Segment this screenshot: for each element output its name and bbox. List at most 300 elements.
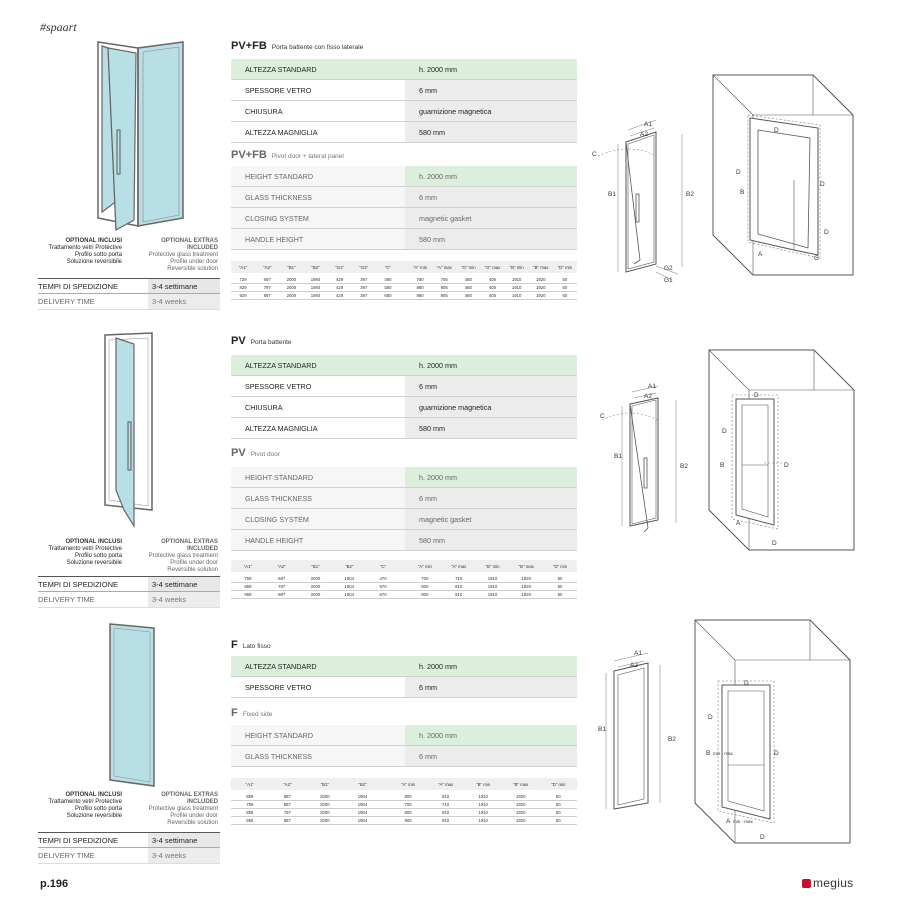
dimension-cell: 729 bbox=[239, 277, 247, 282]
spec-row bbox=[231, 746, 577, 767]
label-d: D bbox=[784, 462, 789, 469]
spec-value: 580 mm bbox=[405, 229, 577, 249]
spec-key: HEIGHT STANDARD bbox=[231, 725, 405, 745]
optional-en-item: Reversible solution bbox=[167, 266, 218, 272]
dimension-cell: 1904 bbox=[344, 576, 355, 581]
spec-table-f-en bbox=[231, 725, 577, 767]
label-d: D bbox=[760, 834, 765, 841]
dimension-header: "B" min bbox=[476, 781, 491, 787]
dimension-cell: 1904 bbox=[357, 802, 368, 807]
spec-key: CHIUSURA bbox=[245, 402, 283, 412]
dimension-cell: 800 bbox=[421, 584, 429, 589]
dimension-header: "B" min bbox=[509, 264, 524, 270]
spec-row bbox=[231, 509, 577, 530]
product-name: Porta battente con fisso laterale bbox=[271, 44, 364, 51]
dimension-header: "G" min bbox=[461, 264, 476, 270]
spec-key: SPESSORE VETRO bbox=[245, 682, 312, 692]
label-b2: B2 bbox=[668, 736, 676, 743]
dimension-cell: 1904 bbox=[344, 584, 355, 589]
spec-value: h. 2000 mm bbox=[419, 64, 457, 74]
dimension-row bbox=[231, 575, 577, 583]
delivery-it-value: 3-4 settimane bbox=[148, 833, 220, 847]
delivery-it-label: TEMPI DI SPEDIZIONE bbox=[38, 835, 119, 845]
optional-it-item: Profilo sotto porta bbox=[74, 806, 122, 812]
dimension-header-row bbox=[231, 778, 577, 790]
dimension-header: "D" min bbox=[552, 563, 568, 569]
spec-table-pvfb-en bbox=[231, 166, 577, 250]
dimension-header: "B" max bbox=[513, 781, 529, 787]
spec-row bbox=[231, 166, 577, 187]
spec-row bbox=[231, 59, 577, 80]
label-d: D bbox=[744, 680, 749, 687]
label-a1: A1 bbox=[644, 121, 652, 128]
dimension-cell: 797 bbox=[263, 285, 271, 290]
label-g2: G2 bbox=[664, 265, 673, 272]
product-name: Pivot door bbox=[250, 451, 280, 458]
dimension-cell: 1910 bbox=[511, 293, 522, 298]
dimension-header: "C" bbox=[380, 563, 387, 569]
dimension-header: "B" max bbox=[518, 563, 534, 569]
spec-value: guarnizione magnetica bbox=[405, 101, 577, 121]
optional-en-head: OPTIONAL EXTRAS INCLUDED bbox=[161, 238, 218, 251]
dimension-cell: 705 bbox=[440, 277, 448, 282]
optional-en-item: Profile under door bbox=[170, 560, 218, 566]
spec-row bbox=[231, 187, 577, 208]
dimension-cell: 810 bbox=[455, 584, 463, 589]
spec-row bbox=[231, 376, 577, 397]
niche-drawing-pvfb bbox=[708, 70, 858, 280]
dimension-cell: 1910 bbox=[478, 818, 488, 823]
dimension-row bbox=[231, 591, 577, 599]
dimension-cell: 887 bbox=[283, 818, 291, 823]
spec-row bbox=[231, 656, 577, 677]
spec-value: guarnizione magnetica bbox=[405, 397, 577, 417]
dimension-cell: 1920 bbox=[515, 810, 526, 815]
dimension-cell: 859 bbox=[244, 584, 252, 589]
spec-key: GLASS THICKNESS bbox=[231, 746, 405, 766]
tech-drawing-f bbox=[594, 645, 694, 820]
label-a: A bbox=[736, 520, 741, 527]
dimension-cell: 1904 bbox=[357, 818, 368, 823]
product-code: F bbox=[231, 707, 238, 719]
spec-key: ALTEZZA STANDARD bbox=[245, 661, 317, 671]
delivery-en-label: DELIVERY TIME bbox=[38, 297, 95, 306]
dimension-cell: 429 bbox=[336, 277, 344, 282]
optional-en-item: Profile under door bbox=[170, 259, 218, 265]
delivery-en-value: 3-4 weeks bbox=[148, 294, 220, 309]
spec-key: GLASS THICKNESS bbox=[231, 488, 405, 508]
dimension-header-row bbox=[231, 261, 577, 273]
niche-drawing-f bbox=[690, 615, 854, 847]
dimension-cell: 2000 bbox=[320, 818, 330, 823]
product-code: F bbox=[231, 639, 238, 651]
label-d: D bbox=[772, 540, 777, 547]
dimension-cell: 670 bbox=[379, 592, 387, 597]
dimension-header: "G1" bbox=[335, 264, 345, 270]
label-a2: A2 bbox=[640, 131, 648, 138]
label-a2: A2 bbox=[630, 662, 638, 669]
label-d: D bbox=[774, 127, 779, 134]
spec-row bbox=[231, 229, 577, 250]
dimension-header: "B1" bbox=[311, 563, 320, 569]
dimension-cell: 2000 bbox=[286, 293, 297, 298]
optional-box-1 bbox=[38, 238, 218, 274]
label-b1: B1 bbox=[598, 726, 606, 733]
product-image-f bbox=[106, 620, 162, 790]
spec-value: 580 mm bbox=[405, 122, 577, 142]
spec-key: HANDLE HEIGHT bbox=[231, 530, 405, 550]
dimension-cell: 780 bbox=[416, 277, 424, 282]
label-d: D bbox=[754, 392, 759, 399]
label-d: D bbox=[824, 229, 829, 236]
dimension-cell: 905 bbox=[440, 293, 448, 298]
spec-value: h. 2000 mm bbox=[419, 171, 457, 181]
dimension-cell: 855 bbox=[246, 810, 254, 815]
spec-value: h. 2000 mm bbox=[419, 661, 457, 671]
optional-it-item: Profilo sotto porta bbox=[74, 252, 122, 258]
dimension-cell: 880 bbox=[416, 285, 424, 290]
dimension-header: "A1" bbox=[238, 264, 248, 270]
spec-table-pv-en bbox=[231, 467, 577, 551]
optional-en-head: OPTIONAL EXTRAS INCLUDED bbox=[161, 792, 218, 805]
dimension-cell: 405 bbox=[488, 277, 497, 282]
dimension-cell: 687 bbox=[283, 802, 291, 807]
dimension-header: "A2" bbox=[283, 781, 292, 787]
dimension-cell: 1984 bbox=[310, 277, 321, 282]
optional-en-item: Profile under door bbox=[170, 813, 218, 819]
dimension-cell: 1904 bbox=[357, 794, 368, 799]
label-d: D bbox=[722, 428, 727, 435]
dimension-header: "B2" bbox=[358, 781, 367, 787]
label-a: A bbox=[758, 251, 763, 258]
delivery-en-label: DELIVERY TIME bbox=[38, 851, 95, 860]
spec-key: ALTEZZA STANDARD bbox=[245, 64, 317, 74]
dimension-cell: 2000 bbox=[310, 584, 321, 589]
product-name: Pivot door + lateral panel bbox=[271, 153, 344, 160]
dimension-cell: 429 bbox=[336, 293, 344, 298]
label-c: C bbox=[600, 413, 605, 420]
spec-value: 6 mm bbox=[405, 80, 577, 100]
dimension-cell: 570 bbox=[379, 584, 387, 589]
dimension-header-row bbox=[231, 560, 577, 572]
dimension-cell: 1920 bbox=[535, 277, 546, 282]
dimension-cell: 797 bbox=[283, 810, 291, 815]
dimension-header: "A2" bbox=[263, 264, 272, 270]
spec-key: HEIGHT STANDARD bbox=[231, 166, 405, 186]
dimension-row bbox=[231, 793, 577, 801]
spec-value: 580 mm bbox=[405, 530, 577, 550]
dimension-header: "B1" bbox=[287, 264, 296, 270]
dimension-cell: 405 bbox=[488, 293, 497, 298]
dimension-cell: 700 bbox=[421, 576, 429, 581]
dimension-cell: 1920 bbox=[515, 802, 526, 807]
dimension-cell: 1920 bbox=[521, 592, 532, 597]
dimension-header: "A" min bbox=[417, 563, 432, 569]
dimension-cell: 480 bbox=[464, 293, 472, 298]
dimension-cell: 405 bbox=[488, 285, 497, 290]
spec-key: HANDLE HEIGHT bbox=[231, 229, 405, 249]
dimension-cell: 60 bbox=[555, 810, 561, 815]
spec-key: CLOSING SYSTEM bbox=[231, 208, 405, 228]
spec-row bbox=[231, 418, 577, 439]
spec-row bbox=[231, 101, 577, 122]
spec-value: magnetic gasket bbox=[405, 208, 577, 228]
dimension-cell: 480 bbox=[464, 277, 472, 282]
spec-key: SPESSORE VETRO bbox=[245, 85, 312, 95]
optional-en-head: OPTIONAL EXTRAS INCLUDED bbox=[161, 539, 218, 552]
dimension-cell: 2000 bbox=[320, 810, 330, 815]
spec-row bbox=[231, 122, 577, 143]
dimension-header: "D" min bbox=[557, 264, 573, 270]
dimension-cell: 1910 bbox=[487, 576, 498, 581]
dimension-cell: 60 bbox=[562, 285, 568, 290]
dimension-row bbox=[231, 276, 577, 284]
dimension-cell: 580 bbox=[384, 285, 392, 290]
section-title-pv-en bbox=[231, 447, 280, 459]
dimension-cell: 787 bbox=[278, 584, 286, 589]
dimension-cell: 905 bbox=[440, 285, 448, 290]
dimension-cell: 1910 bbox=[478, 794, 488, 799]
dimension-table bbox=[231, 261, 577, 300]
label-a1: A1 bbox=[648, 383, 656, 390]
spec-key: CHIUSURA bbox=[245, 106, 283, 116]
dimension-cell: 897 bbox=[263, 293, 271, 298]
label-b1: B1 bbox=[614, 453, 622, 460]
product-code: PV+FB bbox=[231, 149, 267, 161]
dimension-cell: 1920 bbox=[521, 576, 532, 581]
spec-value: magnetic gasket bbox=[405, 509, 577, 529]
dimension-cell: 470 bbox=[379, 576, 387, 581]
spec-key: ALTEZZA MAGNIGLIA bbox=[245, 127, 318, 137]
dimension-header: "A" max bbox=[451, 563, 467, 569]
megius-logo bbox=[802, 876, 853, 890]
spec-row bbox=[231, 677, 577, 698]
logo-icon bbox=[802, 879, 811, 888]
spec-table-pv-it bbox=[231, 355, 577, 439]
label-min-max: min - max bbox=[733, 819, 753, 824]
dimension-header: "A" min bbox=[413, 264, 428, 270]
dimension-cell: 710 bbox=[442, 802, 450, 807]
dimension-cell: 1920 bbox=[535, 285, 546, 290]
delivery-box-2 bbox=[38, 576, 220, 608]
optional-it-item: Trattamento vetri Protective bbox=[48, 546, 122, 552]
dimension-cell: 2000 bbox=[310, 576, 321, 581]
dimension-row bbox=[231, 817, 577, 825]
product-name: Lato fisso bbox=[242, 643, 271, 650]
dimension-header: "B" min bbox=[485, 563, 500, 569]
label-g: G bbox=[814, 255, 820, 262]
dimension-cell: 1984 bbox=[310, 285, 321, 290]
label-min-max: min - max bbox=[713, 751, 733, 756]
spec-value: 6 mm bbox=[405, 488, 577, 508]
spec-key: GLASS THICKNESS bbox=[231, 187, 405, 207]
page-number: p.196 bbox=[40, 878, 69, 890]
spec-table-f-it bbox=[231, 656, 577, 698]
label-a1: A1 bbox=[634, 650, 642, 657]
delivery-it-label: TEMPI DI SPEDIZIONE bbox=[38, 281, 119, 291]
dimension-cell: 910 bbox=[442, 818, 450, 823]
dimension-cell: 397 bbox=[360, 293, 368, 298]
delivery-box-3 bbox=[38, 832, 220, 864]
dimension-cell: 60 bbox=[557, 576, 563, 581]
section-title-f-en bbox=[231, 707, 272, 719]
label-b2: B2 bbox=[680, 463, 688, 470]
spec-row bbox=[231, 80, 577, 101]
delivery-it-value: 3-4 settimane bbox=[148, 577, 220, 591]
spec-row bbox=[231, 725, 577, 746]
dimension-cell: 1904 bbox=[357, 810, 368, 815]
dimension-cell: 2000 bbox=[320, 802, 330, 807]
section-title-pv-it bbox=[231, 335, 292, 347]
dimension-cell: 710 bbox=[455, 576, 463, 581]
spec-key: ALTEZZA MAGNIGLIA bbox=[245, 423, 318, 433]
dimension-cell: 60 bbox=[557, 592, 563, 597]
spec-key: HEIGHT STANDARD bbox=[231, 467, 405, 487]
dimension-header: "B1" bbox=[320, 781, 330, 787]
dimension-cell: 829 bbox=[239, 285, 247, 290]
dimension-cell: 1910 bbox=[487, 584, 498, 589]
dimension-cell: 429 bbox=[336, 285, 344, 290]
spec-row bbox=[231, 488, 577, 509]
dimension-cell: 810 bbox=[442, 794, 450, 799]
dimension-cell: 687 bbox=[278, 576, 286, 581]
label-b: B bbox=[740, 189, 745, 196]
section-title-f-it bbox=[231, 639, 271, 651]
dimension-cell: 60 bbox=[562, 277, 568, 282]
product-name: Porta battente bbox=[250, 339, 292, 346]
brand-mark: #spaart bbox=[40, 20, 77, 34]
product-code: PV bbox=[231, 335, 246, 347]
optional-en-item: Reversible solution bbox=[167, 820, 218, 826]
spec-key: CLOSING SYSTEM bbox=[231, 509, 405, 529]
tech-drawing-pv bbox=[594, 378, 694, 538]
dimension-cell: 60 bbox=[555, 818, 561, 823]
dimension-header: "G2" bbox=[359, 264, 369, 270]
dimension-cell: 800 bbox=[404, 794, 412, 799]
label-d: D bbox=[774, 750, 779, 757]
dimension-cell: 955 bbox=[246, 818, 254, 823]
delivery-box-1 bbox=[38, 278, 220, 310]
spec-value: 6 mm bbox=[405, 677, 577, 697]
dimension-row bbox=[231, 801, 577, 809]
dimension-cell: 1904 bbox=[344, 592, 355, 597]
dimension-cell: 397 bbox=[360, 277, 368, 282]
dimension-header: "A1" bbox=[243, 563, 253, 569]
spec-row bbox=[231, 355, 577, 376]
tech-drawing-pvfb bbox=[590, 112, 700, 287]
spec-table-pvfb-it bbox=[231, 59, 577, 143]
dimension-cell: 929 bbox=[239, 293, 247, 298]
label-b: B bbox=[720, 462, 725, 469]
dimension-cell: 1920 bbox=[515, 794, 526, 799]
optional-en-item: Protective glass treatment bbox=[148, 806, 218, 812]
dimension-row bbox=[231, 284, 577, 292]
dimension-cell: 887 bbox=[283, 794, 291, 799]
dimension-header: "B" max bbox=[533, 264, 549, 270]
dimension-cell: 700 bbox=[404, 802, 412, 807]
spec-key: SPESSORE VETRO bbox=[245, 381, 312, 391]
label-g1: G1 bbox=[664, 277, 673, 284]
dimension-cell: 1920 bbox=[515, 818, 526, 823]
dimension-cell: 397 bbox=[360, 285, 368, 290]
optional-it-item: Profilo sotto porta bbox=[74, 553, 122, 559]
spec-value: 580 mm bbox=[405, 418, 577, 438]
dimension-cell: 1910 bbox=[487, 592, 498, 597]
dimension-cell: 60 bbox=[555, 794, 561, 799]
dimension-cell: 810 bbox=[442, 810, 450, 815]
spec-row bbox=[231, 397, 577, 418]
spec-value: h. 2000 mm bbox=[419, 360, 457, 370]
optional-it-item: Trattamento vetri Protective bbox=[48, 245, 122, 251]
dimension-cell: 1984 bbox=[310, 293, 321, 298]
dimension-header: "A" max bbox=[437, 781, 454, 787]
label-b2: B2 bbox=[686, 191, 694, 198]
optional-en-item: Protective glass treatment bbox=[148, 252, 218, 258]
spec-value: h. 2000 mm bbox=[419, 472, 457, 482]
dimension-cell: 2000 bbox=[286, 277, 297, 282]
dimension-header: "C" bbox=[384, 264, 391, 270]
logo-text: megius bbox=[813, 876, 854, 890]
dimension-cell: 60 bbox=[557, 584, 563, 589]
delivery-en-label: DELIVERY TIME bbox=[38, 595, 95, 604]
dimension-cell: 887 bbox=[278, 592, 286, 597]
dimension-cell: 60 bbox=[555, 802, 561, 807]
dimension-cell: 910 bbox=[455, 592, 463, 597]
optional-box-2 bbox=[38, 539, 218, 575]
dimension-header: "A" max bbox=[436, 264, 452, 270]
dimension-cell: 480 bbox=[464, 285, 472, 290]
spec-row bbox=[231, 467, 577, 488]
dimension-header: "A1" bbox=[245, 781, 254, 787]
label-a: A bbox=[726, 818, 731, 825]
dimension-cell: 2000 bbox=[320, 794, 330, 799]
optional-it-item: Trattamento vetri Protective bbox=[48, 799, 122, 805]
dimension-cell: 680 bbox=[384, 293, 392, 298]
delivery-en-value: 3-4 weeks bbox=[148, 848, 220, 863]
product-name: Fixed side bbox=[242, 711, 273, 718]
optional-it-item: Soluzione reversibile bbox=[66, 560, 122, 566]
delivery-en-value: 3-4 weeks bbox=[148, 592, 220, 607]
dimension-cell: 759 bbox=[244, 576, 252, 581]
optional-it-head: OPTIONAL INCLUSI bbox=[65, 539, 122, 545]
product-code: PV+FB bbox=[231, 40, 267, 52]
dimension-cell: 60 bbox=[562, 293, 568, 298]
dimension-header: "D" min bbox=[551, 781, 566, 787]
spec-row bbox=[231, 208, 577, 229]
optional-it-item: Soluzione reversibile bbox=[66, 813, 122, 819]
optional-en-item: Reversible solution bbox=[167, 567, 218, 573]
product-code: PV bbox=[231, 447, 246, 459]
dimension-header: "A2" bbox=[277, 563, 286, 569]
spec-value: 6 mm bbox=[405, 187, 577, 207]
product-image-pv bbox=[100, 330, 160, 530]
optional-it-head: OPTIONAL INCLUSI bbox=[65, 238, 122, 244]
label-b1: B1 bbox=[608, 191, 616, 198]
spec-key: ALTEZZA STANDARD bbox=[245, 360, 317, 370]
delivery-it-label: TEMPI DI SPEDIZIONE bbox=[38, 579, 119, 589]
spec-value: 6 mm bbox=[405, 376, 577, 396]
product-image-pvfb bbox=[88, 40, 188, 230]
dimension-header: "G" max bbox=[484, 264, 501, 270]
dimension-row bbox=[231, 809, 577, 817]
dimension-cell: 1910 bbox=[511, 277, 522, 282]
label-d: D bbox=[736, 169, 741, 176]
dimension-cell: 900 bbox=[421, 592, 429, 597]
dimension-cell: 1910 bbox=[478, 810, 488, 815]
dimension-row bbox=[231, 583, 577, 591]
section-title-pvfb-en bbox=[231, 149, 344, 161]
dimension-row bbox=[231, 292, 577, 300]
